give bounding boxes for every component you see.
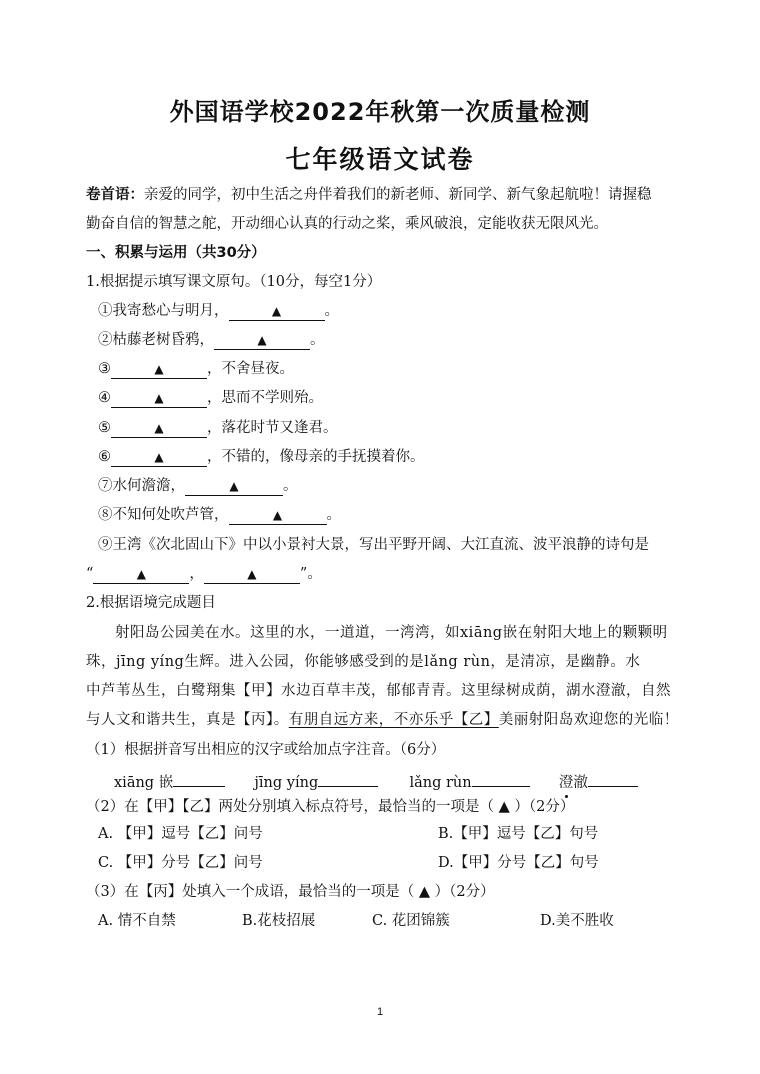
option-d[interactable]: D.【甲】分号【乙】句号 [438, 855, 599, 871]
triangle-mark: ▲ [154, 362, 164, 376]
option-a[interactable]: A. 【甲】逗号【乙】问号 [98, 826, 263, 842]
passage-line: 中芦苇丛生，白鹭翔集【甲】水边百草丰茂，郁郁青青。这里绿树成荫，湖水澄澈，自然 [86, 683, 671, 699]
q2-sub1-stem: （1）根据拼音写出相应的汉字或给加点字注音。（6分） [86, 742, 446, 758]
triangle-mark: ▲ [154, 421, 164, 435]
dotted-char: 澄 [558, 775, 574, 791]
q1-item: ⑧不知何处吹芦管， ▲ 。 [98, 507, 341, 523]
underlined-sentence: 有朋自远方来，不亦乐乎【乙】 [288, 712, 499, 728]
answer-blank[interactable] [318, 770, 378, 787]
q1-item: ⑦水何澹澹， ▲ 。 [98, 478, 298, 494]
q1-item: ⑤ ▲ ，落花时节又逢君。 [98, 420, 338, 436]
triangle-mark: ▲ [247, 567, 257, 581]
q2-sub3-stem: （3）在【丙】处填入一个成语，最恰当的一项是（ ▲ ）（2分） [86, 884, 495, 900]
preface-line-1 [86, 185, 652, 205]
answer-blank[interactable] [588, 770, 638, 787]
option-row [98, 824, 263, 844]
q1-item: ②枯藤老树昏鸦， ▲ 。 [98, 332, 325, 348]
q1-item-9: ⑨王湾《次北固山下》中以小景衬大景，写出平野开阔、大江直流、波平浪静的诗句是 [98, 537, 649, 553]
triangle-mark: ▲ [271, 304, 282, 318]
answer-blank[interactable] [214, 332, 310, 350]
answer-blank[interactable] [111, 361, 207, 379]
q2-sub2-stem: （2）在【甲】【乙】两处分别填入标点符号，最恰当的一项是（ ▲ ）（2分） [86, 799, 575, 815]
passage-line: 射阳岛公园美在水。这里的水，一道道，一湾湾，如xiāng嵌在射阳大地上的颗颗明 [115, 625, 668, 641]
option-d[interactable]: D.美不胜收 [540, 913, 614, 929]
triangle-mark: ▲ [229, 479, 239, 493]
page-number: 1 [376, 1006, 384, 1018]
option-b[interactable]: B.【甲】逗号【乙】句号 [438, 826, 599, 842]
option-b[interactable]: B.花枝招展 [242, 913, 316, 929]
answer-blank[interactable] [173, 770, 225, 787]
q1-item: ③ ▲ ，不舍昼夜。 [98, 361, 294, 377]
triangle-mark: ▲ [136, 567, 147, 581]
triangle-mark: ▲ [154, 391, 164, 405]
answer-blank[interactable] [204, 566, 300, 584]
triangle-mark: ▲ [272, 508, 283, 522]
section-heading: 一、积累与运用（共30分） [86, 245, 266, 261]
answer-blank[interactable] [111, 420, 207, 438]
preface-label: 卷首语： [86, 187, 144, 203]
option-c[interactable]: C. 【甲】分号【乙】问号 [98, 855, 263, 871]
option-c[interactable]: C. 花团锦簇 [372, 913, 450, 929]
preface-text-1: 亲爱的同学，初中生活之舟伴着我们的新老师、新同学、新气象起航啦！请握稳 [144, 187, 652, 203]
q1-item: ①我寄愁心与明月， ▲ 。 [98, 303, 339, 319]
option-a[interactable]: A. 情不自禁 [98, 913, 176, 929]
answer-blank[interactable] [229, 507, 327, 525]
triangle-mark: ▲ [257, 333, 267, 347]
answer-blank[interactable] [111, 390, 207, 408]
passage-line: 与人文和谐共生，真是【丙】。有朋自远方来，不亦乐乎【乙】美丽射阳岛欢迎您的光临！ [86, 712, 679, 728]
q2-stem: 2.根据语境完成题目 [86, 595, 216, 611]
q1-stem: 1.根据提示填写课文原句。（10分，每空1分） [86, 274, 382, 290]
option-row [98, 853, 263, 873]
triangle-mark: ▲ [154, 450, 164, 464]
q1-item: ⑥ ▲ ，不错的，像母亲的手抚摸着你。 [98, 449, 425, 465]
answer-blank[interactable] [185, 478, 283, 496]
answer-blank[interactable] [93, 566, 189, 584]
exam-subtitle: 七年级语文试卷 [285, 145, 475, 174]
exam-title: 外国语学校2022年秋第一次质量检测 [169, 98, 591, 126]
pinyin-row: xiāng 嵌 jīng yíng lǎng rùn 澄澈 [114, 770, 638, 793]
preface-text-2: 勤奋自信的智慧之舵，开动细心认真的行动之桨，乘风破浪，定能收获无限风光。 [86, 216, 608, 232]
answer-blank[interactable] [111, 449, 207, 467]
passage-line: 珠，jīng yíng生辉。进入公园，你能够感受到的是lǎng rùn，是清凉，是幽静。水 [86, 654, 641, 670]
q1-item-9-answer: “ ▲ ， ▲ ”。 [86, 566, 322, 582]
q1-item: ④ ▲ ，思而不学则殆。 [98, 390, 323, 406]
answer-blank[interactable] [229, 303, 325, 321]
answer-blank[interactable] [472, 770, 530, 787]
